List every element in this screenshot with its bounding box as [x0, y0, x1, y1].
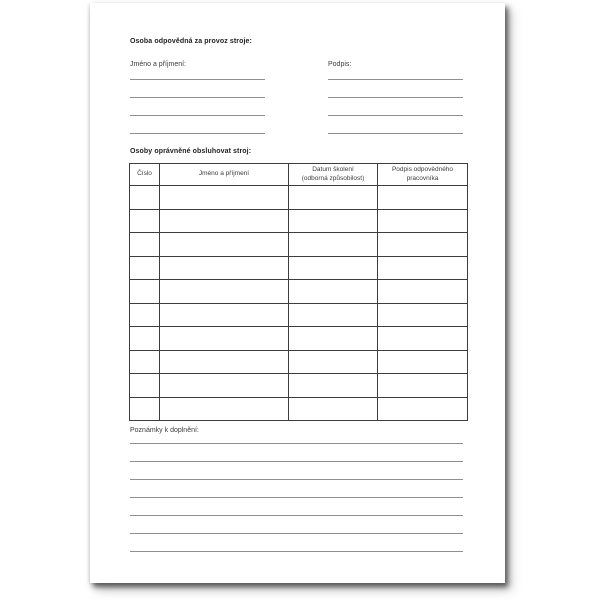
section-title-responsible-person: Osoba odpovědná za provoz stroje:	[130, 38, 252, 45]
cell-name	[160, 280, 289, 304]
cell-training-date	[289, 256, 378, 280]
table-row	[130, 209, 468, 233]
cell-name	[160, 327, 289, 351]
col-header-responsible-signature: Podpis odpovědného pracovníka	[378, 164, 468, 186]
signature-write-lines	[328, 62, 463, 134]
notes-write-line	[130, 444, 463, 462]
cell-training-date	[289, 374, 378, 398]
cell-name	[160, 374, 289, 398]
cell-training-date	[289, 303, 378, 327]
cell-signature	[378, 233, 468, 257]
cell-training-date	[289, 327, 378, 351]
cell-training-date	[289, 350, 378, 374]
table-row	[130, 256, 468, 280]
cell-training-date	[289, 233, 378, 257]
cell-signature	[378, 209, 468, 233]
table-row	[130, 374, 468, 398]
name-write-line	[130, 98, 265, 116]
cell-training-date	[289, 280, 378, 304]
cell-number	[130, 280, 160, 304]
operators-table-body	[130, 186, 468, 421]
cell-training-date	[289, 186, 378, 210]
cell-name	[160, 233, 289, 257]
cell-name	[160, 209, 289, 233]
operators-table-header-row	[130, 164, 468, 186]
cell-number	[130, 209, 160, 233]
form-page	[90, 3, 505, 583]
cell-number	[130, 303, 160, 327]
cell-name	[160, 256, 289, 280]
signature-write-line	[328, 62, 463, 80]
table-row	[130, 350, 468, 374]
cell-signature	[378, 397, 468, 421]
cell-training-date	[289, 397, 378, 421]
cell-number	[130, 374, 160, 398]
col-header-training-date: Datum školení (odborná způsobilost)	[289, 164, 378, 186]
name-write-lines	[130, 62, 265, 134]
table-row	[130, 233, 468, 257]
cell-name	[160, 303, 289, 327]
col-header-number: Číslo	[130, 164, 160, 186]
cell-number	[130, 256, 160, 280]
cell-name	[160, 186, 289, 210]
signature-write-line	[328, 116, 463, 134]
notes-write-line	[130, 498, 463, 516]
notes-write-line	[130, 426, 463, 444]
table-row	[130, 280, 468, 304]
name-write-line	[130, 62, 265, 80]
operators-table	[129, 163, 468, 421]
cell-training-date	[289, 209, 378, 233]
section-title-authorized-operators: Osoby oprávněné obsluhovat stroj:	[130, 148, 252, 155]
cell-signature	[378, 350, 468, 374]
cell-name	[160, 397, 289, 421]
signature-write-line	[328, 80, 463, 98]
notes-label: Poznámky k doplnění:	[130, 427, 199, 434]
notes-write-line	[130, 534, 463, 552]
cell-number	[130, 233, 160, 257]
cell-number	[130, 327, 160, 351]
cell-number	[130, 186, 160, 210]
name-write-line	[130, 116, 265, 134]
notes-write-lines	[130, 426, 463, 552]
cell-number	[130, 350, 160, 374]
cell-name	[160, 350, 289, 374]
table-row	[130, 303, 468, 327]
signature-write-line	[328, 98, 463, 116]
table-row	[130, 327, 468, 351]
notes-write-line	[130, 462, 463, 480]
cell-signature	[378, 374, 468, 398]
notes-write-line	[130, 516, 463, 534]
name-label: Jméno a příjmení:	[130, 61, 187, 68]
name-write-line	[130, 80, 265, 98]
table-row	[130, 186, 468, 210]
cell-signature	[378, 186, 468, 210]
signature-label: Podpis:	[328, 61, 352, 68]
cell-signature	[378, 303, 468, 327]
cell-number	[130, 397, 160, 421]
cell-signature	[378, 327, 468, 351]
table-row	[130, 397, 468, 421]
cell-signature	[378, 256, 468, 280]
col-header-name: Jméno a příjmení	[160, 164, 289, 186]
notes-write-line	[130, 480, 463, 498]
cell-signature	[378, 280, 468, 304]
